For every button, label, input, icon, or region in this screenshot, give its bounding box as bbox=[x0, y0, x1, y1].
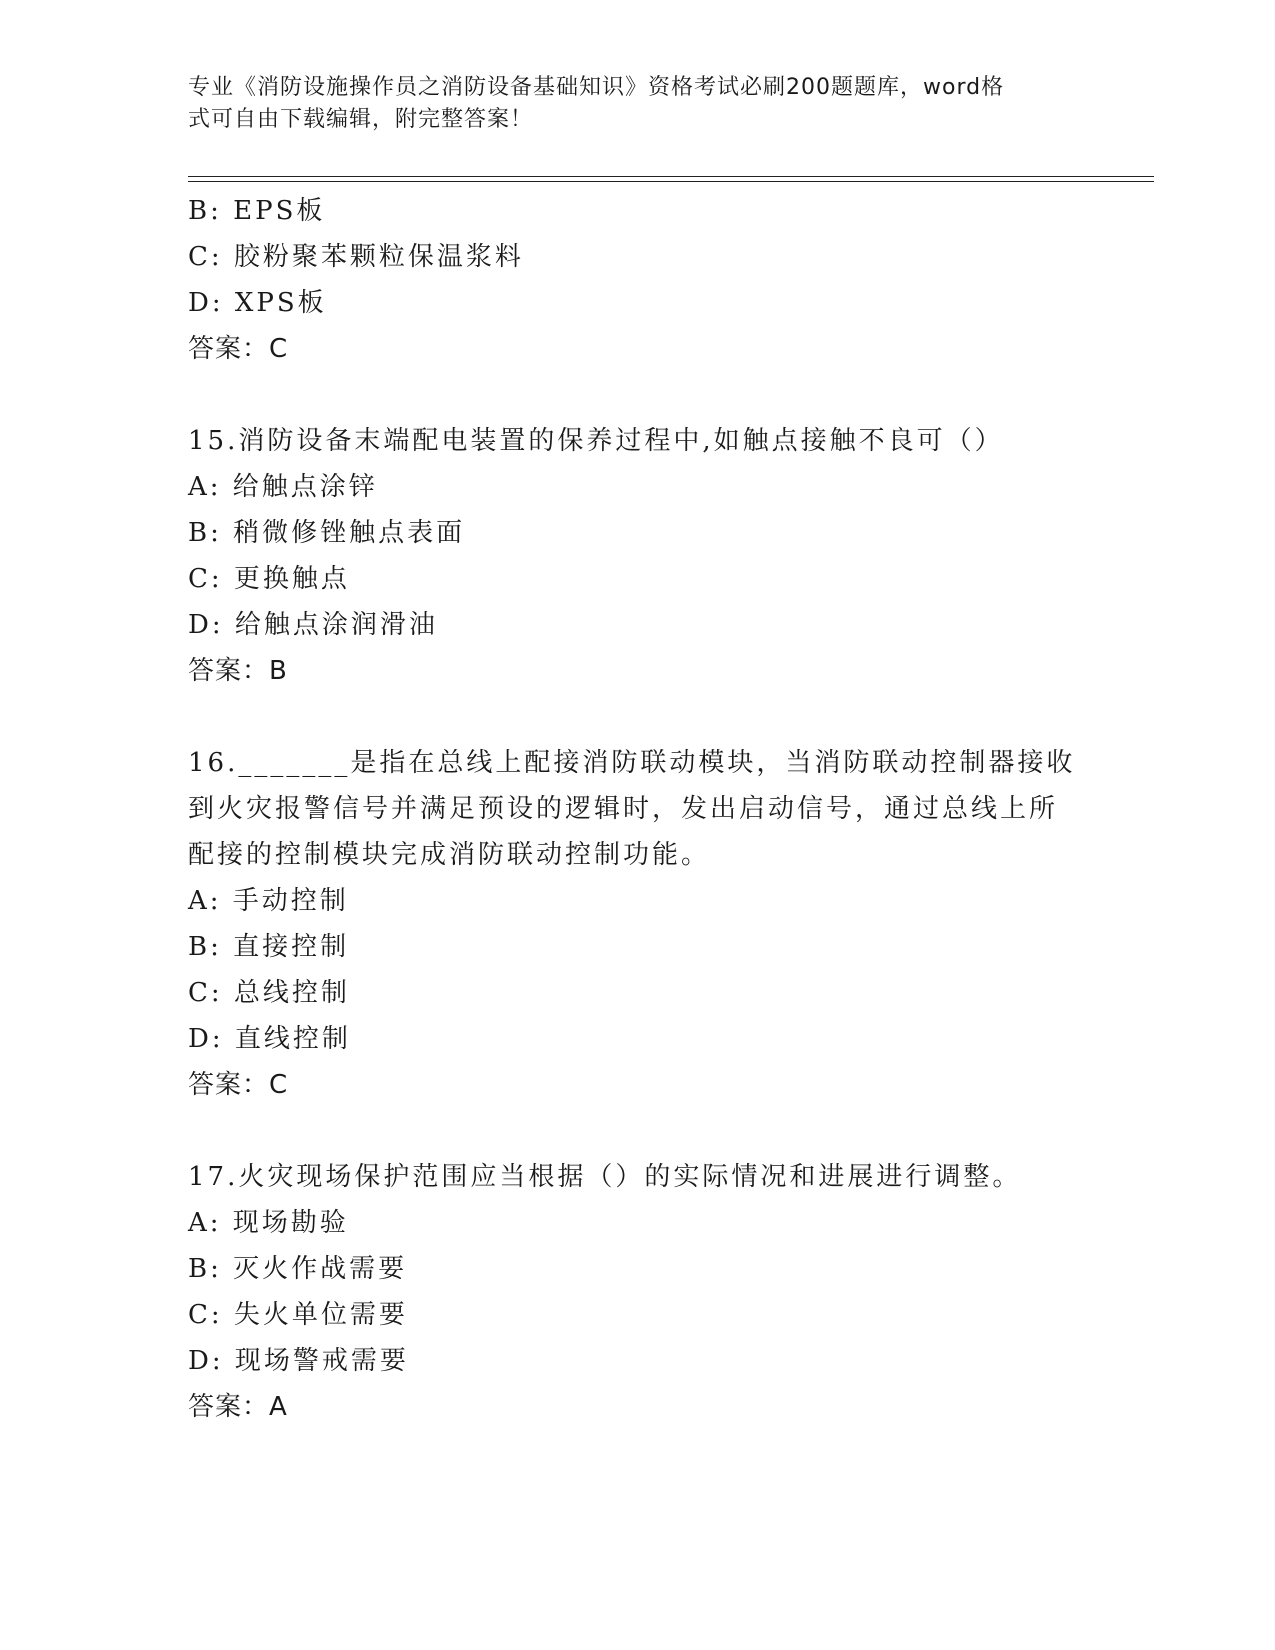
header-divider bbox=[188, 176, 1154, 182]
option-b: B: 灭火作战需要 bbox=[188, 1254, 408, 1284]
option-a: A: 给触点涂锌 bbox=[188, 472, 378, 502]
option-b: B: 直接控制 bbox=[188, 932, 350, 962]
question-15 bbox=[188, 418, 1088, 694]
answer-line: 答案：C bbox=[188, 334, 289, 364]
option-b: B: EPS板 bbox=[188, 196, 326, 226]
question-stem-line-2: 到火灾报警信号并满足预设的逻辑时，发出启动信号，通过总线上所 bbox=[188, 794, 1059, 824]
option-d: D: 给触点涂润滑油 bbox=[188, 610, 438, 640]
option-b: B: 稍微修锉触点表面 bbox=[188, 518, 466, 548]
question-stem: 17.火灾现场保护范围应当根据（）的实际情况和进展进行调整。 bbox=[188, 1162, 1022, 1192]
option-c: C: 总线控制 bbox=[188, 978, 350, 1008]
answer-line: 答案：C bbox=[188, 1070, 289, 1100]
document-header bbox=[188, 72, 1068, 136]
option-a: A: 现场勘验 bbox=[188, 1208, 349, 1238]
question-16 bbox=[188, 740, 1088, 1108]
question-stem-line-3: 配接的控制模块完成消防联动控制功能。 bbox=[188, 840, 711, 870]
header-line-2: 式可自由下载编辑，附完整答案！ bbox=[188, 107, 534, 132]
header-line-1: 专业《消防设施操作员之消防设备基础知识》资格考试必刷200题题库，word格 bbox=[188, 75, 1005, 100]
continued-question bbox=[188, 188, 1088, 372]
option-d: D: XPS板 bbox=[188, 288, 327, 318]
option-d: D: 现场警戒需要 bbox=[188, 1346, 409, 1376]
option-d: D: 直线控制 bbox=[188, 1024, 351, 1054]
question-list bbox=[188, 188, 1088, 1430]
option-c: C: 胶粉聚苯颗粒保温浆料 bbox=[188, 242, 524, 272]
question-17 bbox=[188, 1154, 1088, 1430]
answer-line: 答案：B bbox=[188, 656, 288, 686]
option-c: C: 更换触点 bbox=[188, 564, 350, 594]
option-c: C: 失火单位需要 bbox=[188, 1300, 408, 1330]
option-a: A: 手动控制 bbox=[188, 886, 349, 916]
question-stem-line-1: 16._______是指在总线上配接消防联动模块，当消防联动控制器接收 bbox=[188, 748, 1076, 778]
answer-line: 答案：A bbox=[188, 1392, 288, 1422]
question-stem: 15.消防设备末端配电装置的保养过程中,如触点接触不良可（） bbox=[188, 426, 1004, 456]
